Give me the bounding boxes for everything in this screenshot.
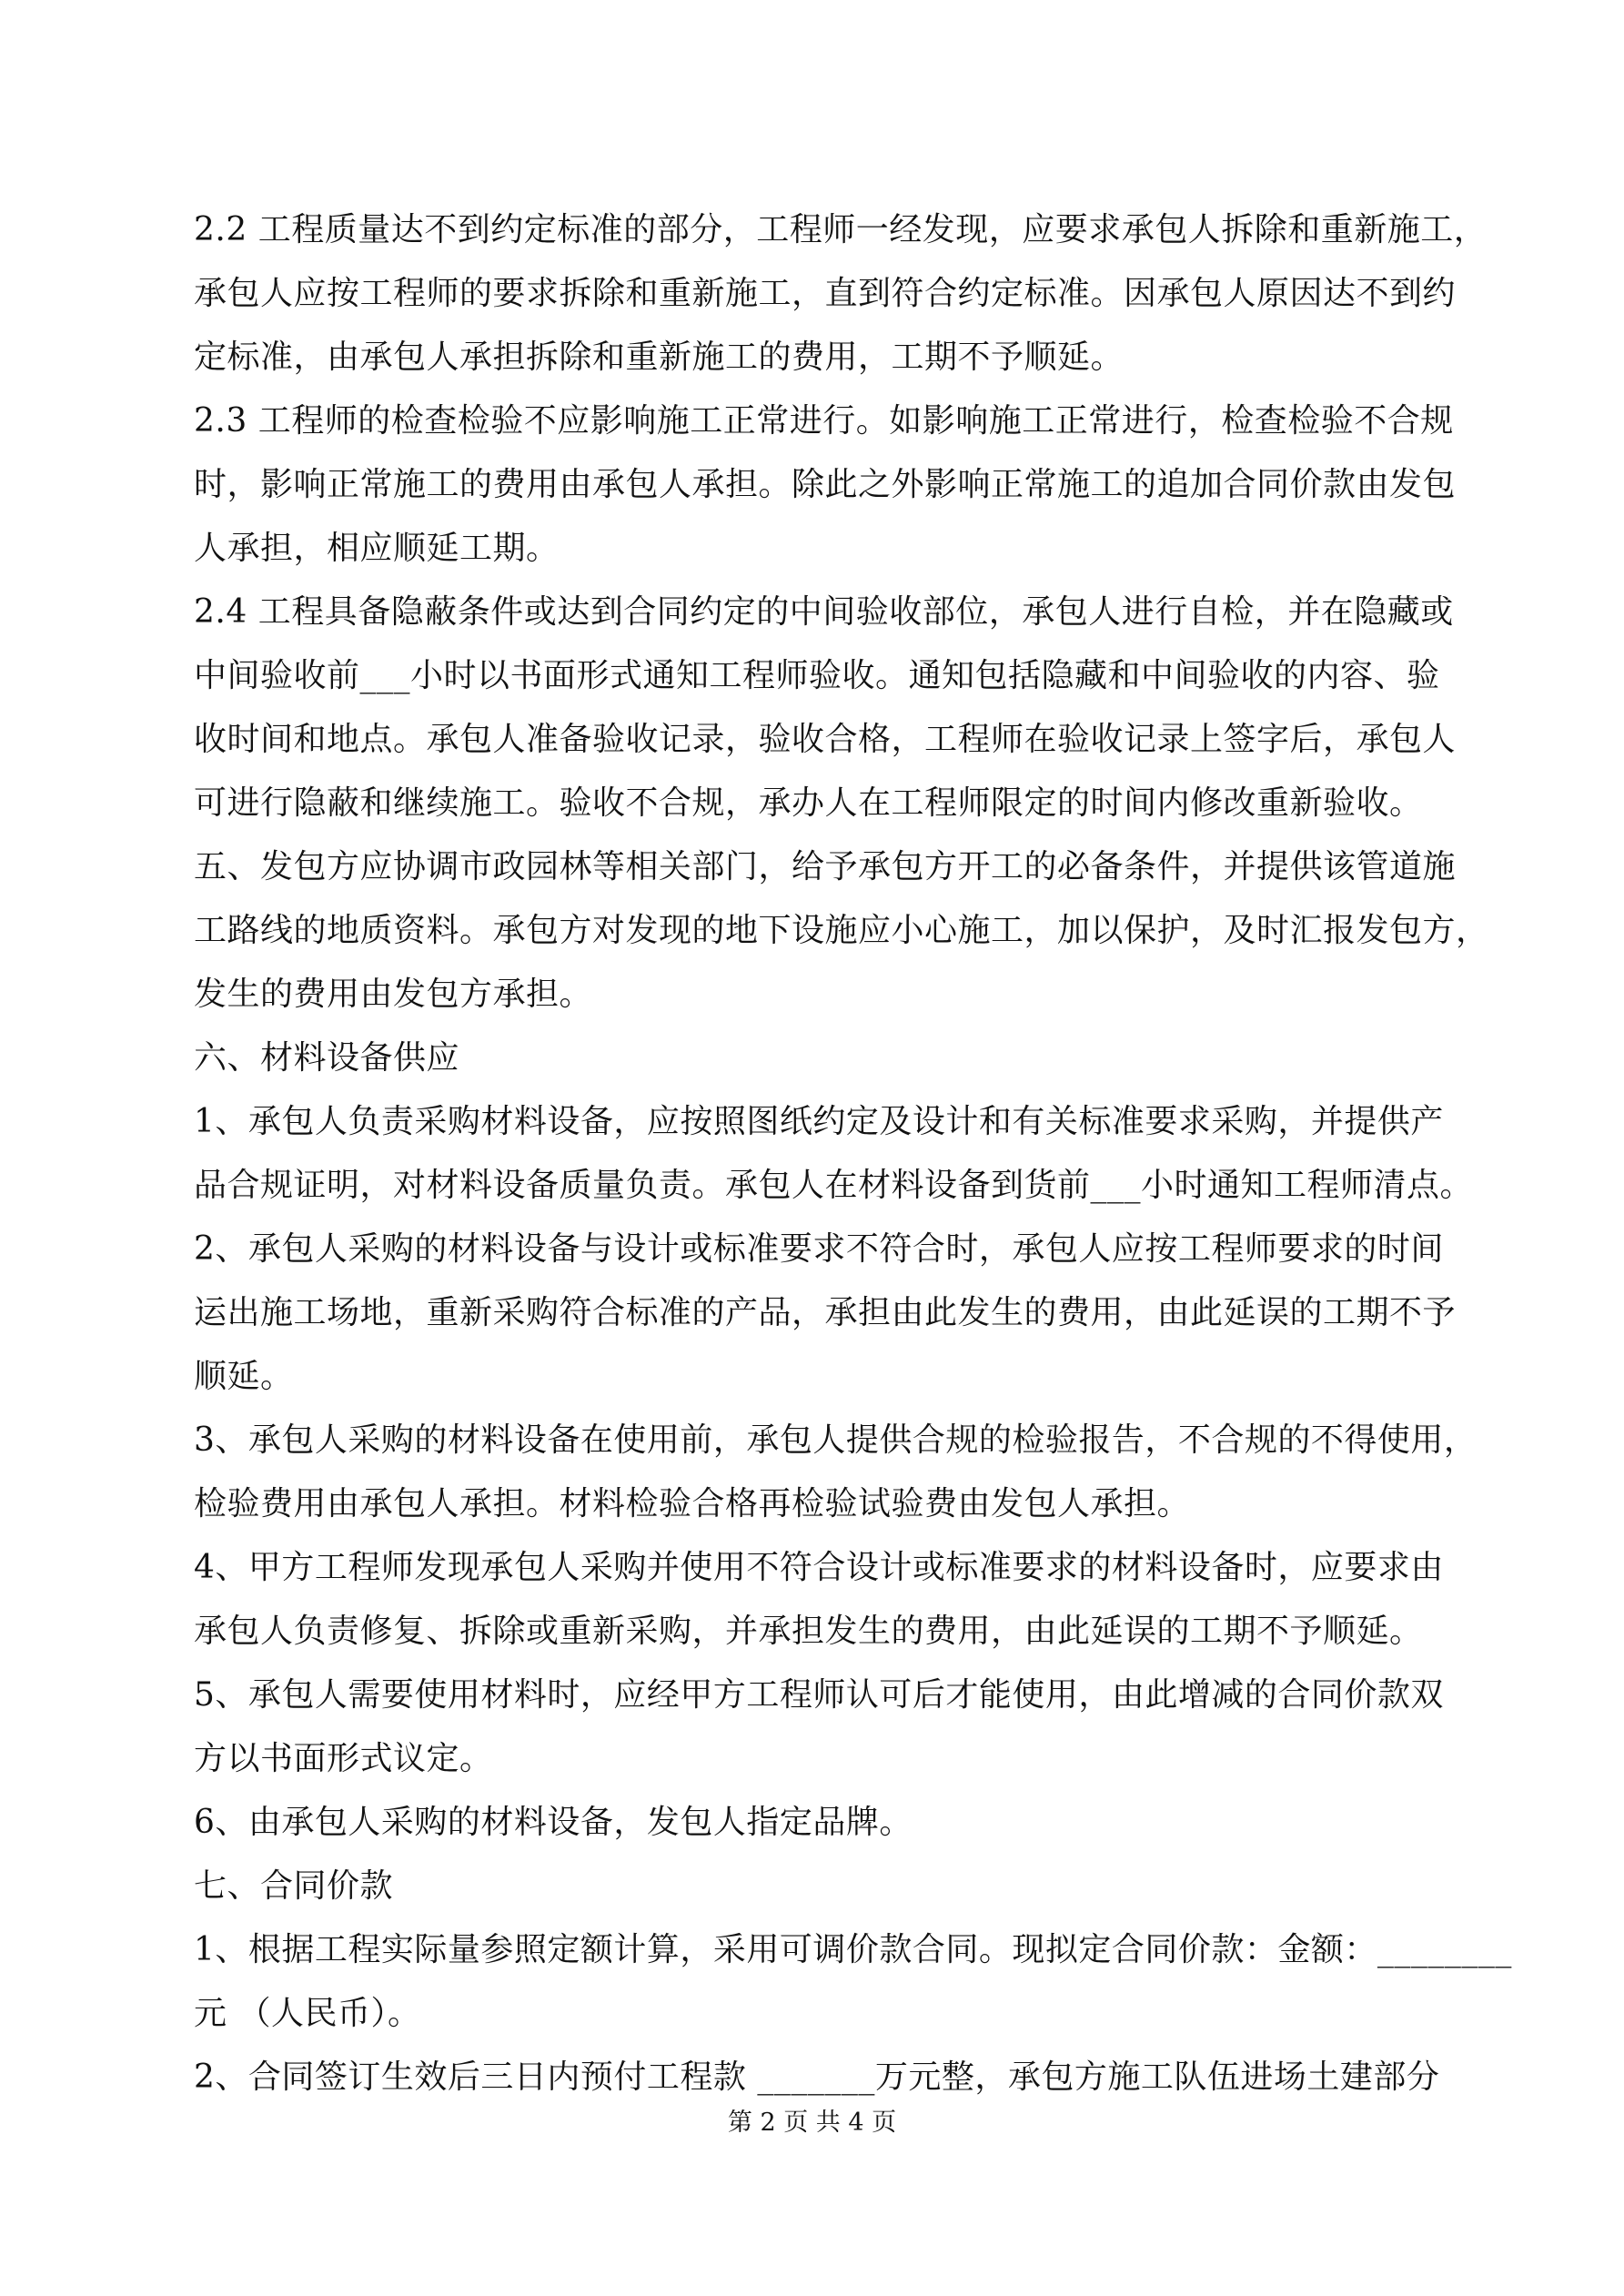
text-line: 2.2 工程质量达不到约定标准的部分，工程师一经发现，应要求承包人拆除和重新施工， (194, 211, 1488, 248)
text-line: 2.3 工程师的检查检验不应影响施工正常进行。如影响施工正常进行，检查检验不合规 (194, 402, 1454, 440)
text-line: 可进行隐蔽和继续施工。验收不合规，承办人在工程师限定的时间内修改重新验收。 (194, 784, 1423, 822)
text-line: 检验费用由承包人承担。材料检验合格再检验试验费由发包人承担。 (194, 1485, 1191, 1522)
text-line: 1、承包人负责采购材料设备，应按照图纸约定及设计和有关标准要求采购，并提供产 (194, 1103, 1444, 1140)
text-line: 人承担，相应顺延工期。 (194, 530, 560, 567)
text-line: 中间验收前___小时以书面形式通知工程师验收。通知包括隐藏和中间验收的内容、验 (194, 657, 1440, 694)
text-line: 4、甲方工程师发现承包人采购并使用不符合设计或标准要求的材料设备时，应要求由 (194, 1549, 1444, 1586)
text-line: 方以书面形式议定。 (194, 1740, 493, 1777)
text-line: 1、根据工程实际量参照定额计算，采用可调价款合同。现拟定合同价款：金额：________ (194, 1931, 1512, 1968)
text-line: 收时间和地点。承包人准备验收记录，验收合格，工程师在验收记录上签字后，承包人 (194, 721, 1457, 758)
text-line: 元 （人民币）。 (194, 1995, 421, 2032)
text-line: 运出施工场地，重新采购符合标准的产品，承担由此发生的费用，由此延误的工期不予 (194, 1294, 1457, 1331)
section-heading: 六、材料设备供应 (194, 1039, 460, 1077)
text-line: 品合规证明，对材料设备质量负责。承包人在材料设备到货前___小时通知工程师清点。 (194, 1167, 1474, 1204)
text-line: 承包人负责修复、拆除或重新采购，并承担发生的费用，由此延误的工期不予顺延。 (194, 1613, 1423, 1650)
text-line: 发生的费用由发包方承担。 (194, 976, 593, 1013)
text-line: 5、承包人需要使用材料时，应经甲方工程师认可后才能使用，由此增减的合同价款双 (194, 1676, 1444, 1714)
text-line: 定标准，由承包人承担拆除和重新施工的费用，工期不予顺延。 (194, 339, 1125, 376)
text-line: 2.4 工程具备隐蔽条件或达到合同约定的中间验收部位，承包人进行自检，并在隐藏或 (194, 593, 1454, 631)
text-line: 顺延。 (194, 1358, 294, 1395)
text-line: 五、发包方应协调市政园林等相关部门，给予承包方开工的必备条件，并提供该管道施 (194, 848, 1457, 885)
page-number-footer: 第 2 页 共 4 页 (727, 2109, 897, 2137)
text-line: 6、由承包人采购的材料设备，发包人指定品牌。 (194, 1804, 913, 1841)
text-line: 工路线的地质资料。承包方对发现的地下设施应小心施工，加以保护，及时汇报发包方， (194, 912, 1489, 949)
text-line: 时，影响正常施工的费用由承包人承担。除此之外影响正常施工的追加合同价款由发包 (194, 466, 1457, 503)
text-line: 2、合同签订生效后三日内预付工程款 _______万元整，承包方施工队伍进场土建部分 (194, 2058, 1440, 2096)
text-line: 承包人应按工程师的要求拆除和重新施工，直到符合约定标准。因承包人原因达不到约 (194, 275, 1457, 312)
text-line: 2、承包人采购的材料设备与设计或标准要求不符合时，承包人应按工程师要求的时间 (194, 1230, 1444, 1268)
section-heading: 七、合同价款 (194, 1867, 394, 1905)
text-line: 3、承包人采购的材料设备在使用前，承包人提供合规的检验报告，不合规的不得使用， (194, 1421, 1478, 1459)
